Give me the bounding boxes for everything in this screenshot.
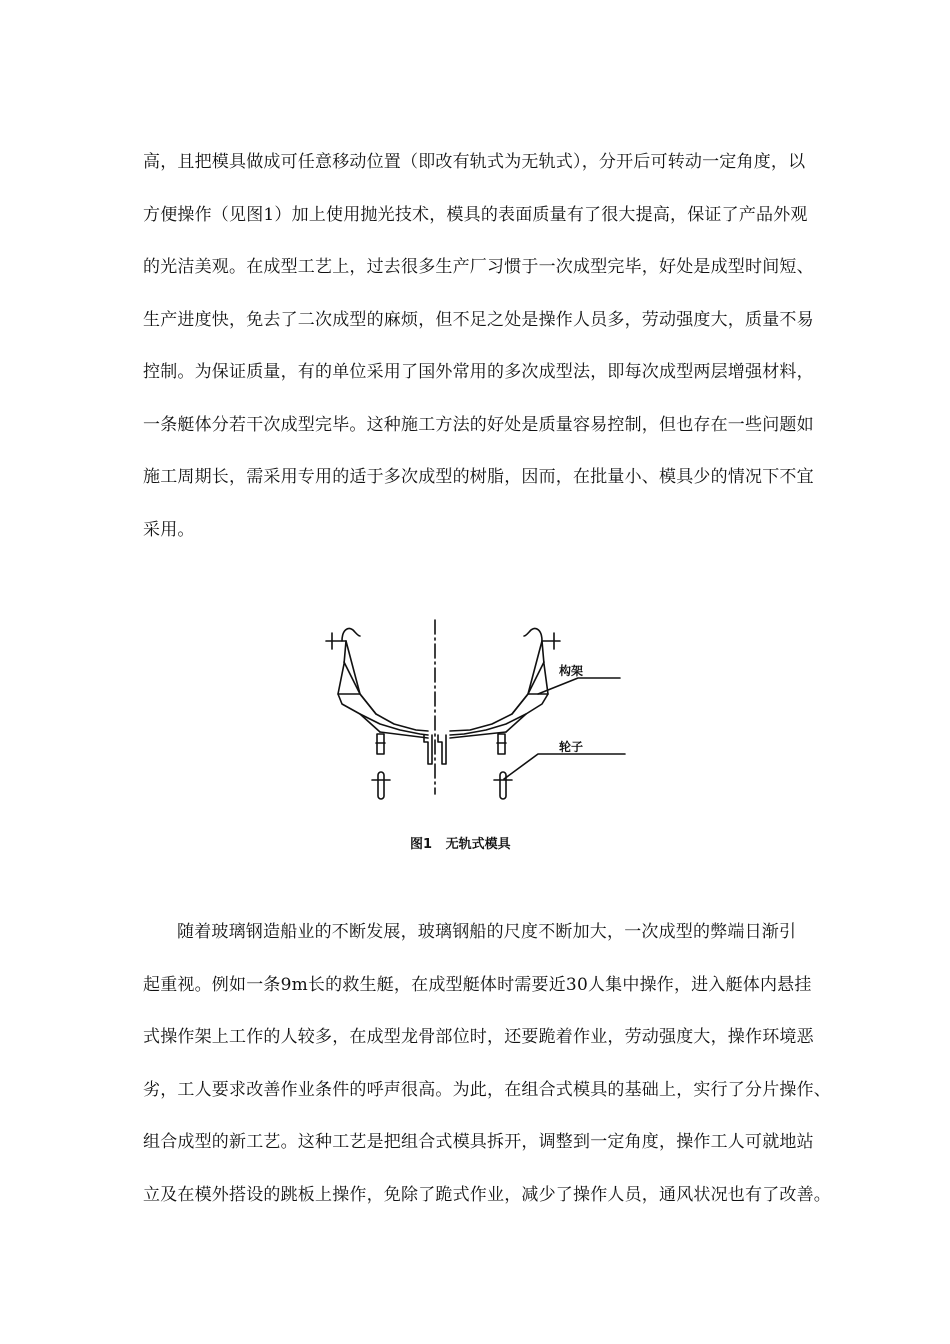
- mold-diagram: [320, 614, 630, 864]
- text-line: 方便操作（见图1）加上使用抛光技术，模具的表面质量有了很大提高，保证了产品外观: [143, 204, 808, 225]
- text-line: 一条艇体分若干次成型完毕。这种施工方法的好处是质量容易控制，但也存在一些问题如: [143, 414, 814, 435]
- text-line: 组合成型的新工艺。这种工艺是把组合式模具拆开，调整到一定角度，操作工人可就地站: [143, 1132, 814, 1152]
- figure-trackless-mold: [320, 614, 630, 864]
- label-wheel: 轮子: [559, 740, 584, 754]
- figure-caption: 图1 无轨式模具: [410, 837, 511, 852]
- paragraph-2: [143, 906, 831, 1221]
- text-line: 式操作架上工作的人较多，在成型龙骨部位时，还要跪着作业，劳动强度大，操作环境恶: [143, 1027, 814, 1047]
- text-line: 劣，工人要求改善作业条件的呼声很高。为此，在组合式模具的基础上，实行了分片操作、: [143, 1079, 831, 1100]
- text-line: 的光洁美观。在成型工艺上，过去很多生产厂习惯于一次成型完毕，好处是成型时间短、: [143, 257, 814, 277]
- right-mold-half: [438, 628, 560, 799]
- text-line: 随着玻璃钢造船业的不断发展，玻璃钢船的尺度不断加大，一次成型的弊端日渐引: [177, 922, 797, 942]
- text-line: 起重视。例如一条9m长的救生艇，在成型艇体时需要近30人集中操作，进入艇体内悬挂: [143, 974, 812, 995]
- leader-line-frame: [538, 678, 620, 694]
- text-line: 采用。: [143, 519, 195, 540]
- leader-line-wheel: [504, 754, 625, 779]
- text-line: 立及在模外搭设的跳板上操作，免除了跪式作业，减少了操作人员，通风状况也有了改善。: [143, 1184, 831, 1205]
- text-line: 控制。为保证质量，有的单位采用了国外常用的多次成型法，即每次成型两层增强材料，: [143, 362, 814, 382]
- text-line: 施工周期长，需采用专用的适于多次成型的树脂，因而，在批量小、模具少的情况下不宜: [143, 467, 814, 487]
- text-line: 高，且把模具做成可任意移动位置（即改有轨式为无轨式），分开后可转动一定角度，以: [143, 152, 806, 172]
- paragraph-1: [143, 136, 823, 556]
- left-mold-half: [326, 628, 432, 799]
- text-line: 生产进度快，免去了二次成型的麻烦，但不足之处是操作人员多，劳动强度大，质量不易: [143, 309, 814, 330]
- label-frame: 构架: [559, 664, 584, 678]
